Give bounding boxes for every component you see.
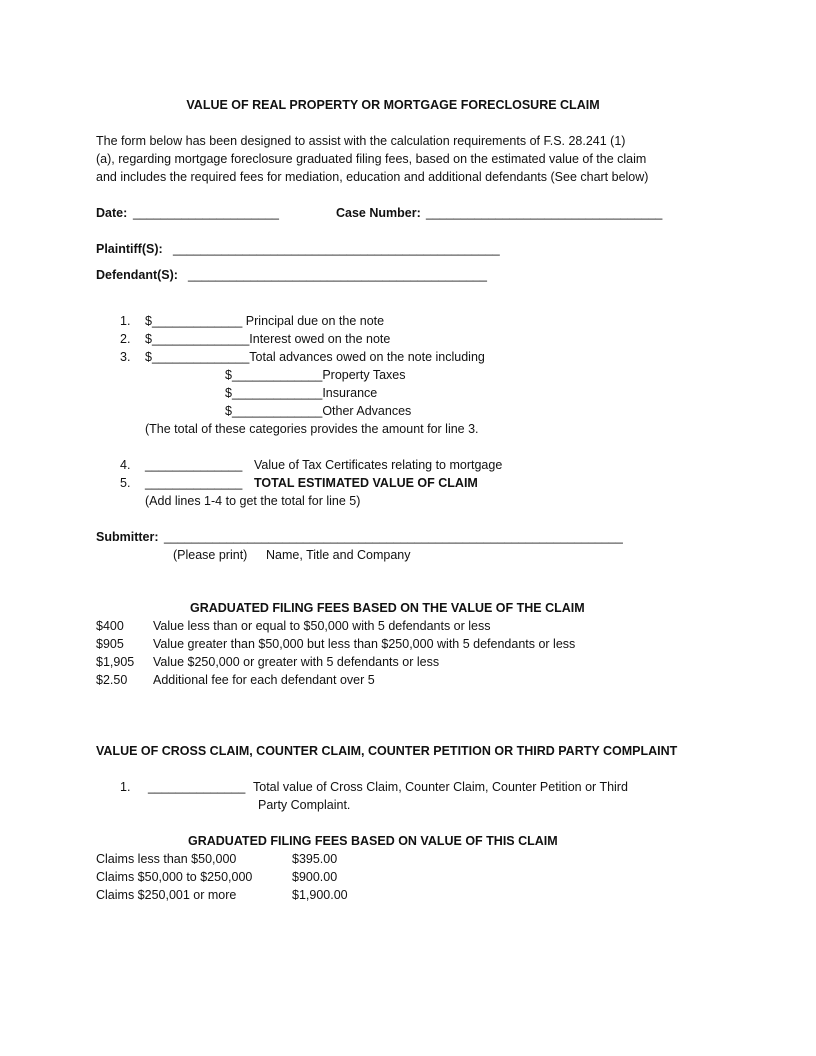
plaintiff-label: Plaintiff(S): bbox=[96, 242, 163, 256]
date-label: Date: bbox=[96, 206, 128, 220]
defendant-label: Defendant(S): bbox=[96, 268, 178, 282]
line-4-label: Value of Tax Certificates relating to mortgage bbox=[254, 458, 503, 472]
defendant-field[interactable]: ___________________________________________ bbox=[188, 268, 487, 282]
sub-lines-note: (The total of these categories provides the amount for line 3. bbox=[145, 422, 479, 436]
plaintiff-field[interactable]: _______________________________________________ bbox=[173, 242, 500, 256]
line-1-principal[interactable]: $_____________ Principal due on the note bbox=[145, 314, 385, 328]
claim-fee-label: Claims less than $50,000 bbox=[96, 852, 237, 866]
sub-line-property-taxes[interactable]: $_____________Property Taxes bbox=[225, 368, 406, 382]
line-4-number: 4. bbox=[120, 458, 131, 472]
line-4-field[interactable]: ______________ bbox=[145, 458, 243, 472]
fee-description: Value less than or equal to $50,000 with 5 defendants or less bbox=[153, 619, 491, 633]
line-2-number: 2. bbox=[120, 332, 131, 346]
submitter-field[interactable]: __________________________________________________________________ bbox=[164, 530, 623, 544]
line-3-number: 3. bbox=[120, 350, 131, 364]
date-field[interactable]: _____________________ bbox=[133, 206, 279, 220]
line-5-field[interactable]: ______________ bbox=[145, 476, 243, 490]
fee-description: Value $250,000 or greater with 5 defendants or less bbox=[153, 655, 440, 669]
submitter-print-fields: Name, Title and Company bbox=[266, 548, 411, 562]
fee-amount: $2.50 bbox=[96, 673, 128, 687]
claim-fee-amount: $900.00 bbox=[292, 870, 338, 884]
line-3-advances[interactable]: $______________Total advances owed on the note including bbox=[145, 350, 485, 364]
case-number-label: Case Number: bbox=[336, 206, 421, 220]
line-5-note: (Add lines 1-4 to get the total for line 5) bbox=[145, 494, 361, 508]
fees-heading: GRADUATED FILING FEES BASED ON THE VALUE OF THE CLAIM bbox=[190, 601, 585, 615]
line-2-interest[interactable]: $______________Interest owed on the note bbox=[145, 332, 391, 346]
cross-claim-number: 1. bbox=[120, 780, 131, 794]
fee-description: Additional fee for each defendant over 5 bbox=[153, 673, 375, 687]
fee-description: Value greater than $50,000 but less than $250,000 with 5 defendants or less bbox=[153, 637, 576, 651]
claim-fee-amount: $395.00 bbox=[292, 852, 338, 866]
case-number-field[interactable]: __________________________________ bbox=[426, 206, 663, 220]
cross-claim-label-1: Total value of Cross Claim, Counter Claim, Counter Petition or Third bbox=[253, 780, 628, 794]
line-5-number: 5. bbox=[120, 476, 131, 490]
cross-claim-label-2: Party Complaint. bbox=[258, 798, 351, 812]
sub-line-other-advances[interactable]: $_____________Other Advances bbox=[225, 404, 412, 418]
fee-amount: $400 bbox=[96, 619, 124, 633]
line-5-label: TOTAL ESTIMATED VALUE OF CLAIM bbox=[254, 476, 478, 490]
cross-claim-field[interactable]: ______________ bbox=[148, 780, 246, 794]
submitter-print-note: (Please print) bbox=[173, 548, 248, 562]
claim-fees-heading: GRADUATED FILING FEES BASED ON VALUE OF THIS CLAIM bbox=[188, 834, 558, 848]
claim-fee-label: Claims $50,000 to $250,000 bbox=[96, 870, 253, 884]
claim-fee-amount: $1,900.00 bbox=[292, 888, 348, 902]
intro-line-3: and includes the required fees for mediation, education and additional defendants (See chart below) bbox=[96, 170, 649, 184]
intro-line-1: The form below has been designed to assist with the calculation requirements of F.S. 28.241 (1) bbox=[96, 134, 626, 148]
fee-amount: $1,905 bbox=[96, 655, 135, 669]
sub-line-insurance[interactable]: $_____________Insurance bbox=[225, 386, 378, 400]
intro-line-2: (a), regarding mortgage foreclosure graduated filing fees, based on the estimated value of the claim bbox=[96, 152, 647, 166]
cross-claim-heading: VALUE OF CROSS CLAIM, COUNTER CLAIM, COUNTER PETITION OR THIRD PARTY COMPLAINT bbox=[96, 744, 678, 758]
line-1-number: 1. bbox=[120, 314, 131, 328]
fee-amount: $905 bbox=[96, 637, 124, 651]
page-title: VALUE OF REAL PROPERTY OR MORTGAGE FORECLOSURE CLAIM bbox=[186, 98, 600, 112]
claim-fee-label: Claims $250,001 or more bbox=[96, 888, 237, 902]
submitter-label: Submitter: bbox=[96, 530, 159, 544]
